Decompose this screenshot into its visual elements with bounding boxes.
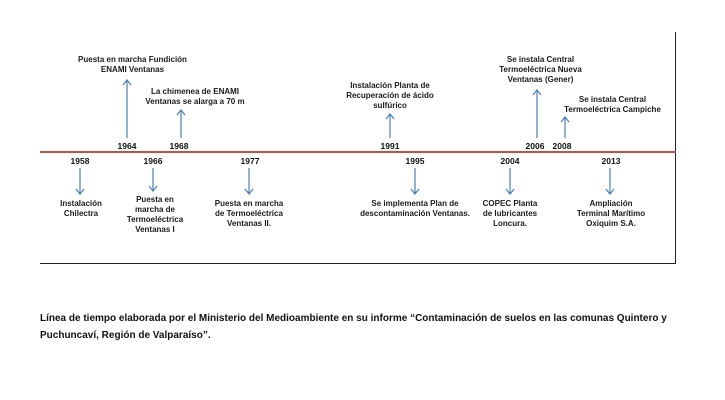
- event-label-2013: Ampliación Terminal Marítimo Oxiquim S.A.: [576, 199, 646, 228]
- event-label-1958: Instalación Chilectra: [60, 199, 102, 218]
- arrow-2004: [506, 168, 514, 194]
- arrow-1995: [411, 168, 419, 194]
- year-label-1966: 1966: [143, 156, 163, 166]
- event-label-1995: Se implementa Plan de descontaminación Ventanas.: [360, 199, 470, 218]
- year-label-1991: 1991: [380, 141, 400, 151]
- year-label-2013: 2013: [601, 156, 621, 166]
- arrow-1964: [123, 80, 131, 138]
- event-label-1966: Puesta en marcha de Termoeléctrica Ventanas I: [126, 195, 184, 234]
- event-label-1991: Instalación Planta de Recuperación de ácido sulfúrico: [346, 81, 434, 110]
- event-label-1977: Puesta en marcha de Termoeléctrica Ventanas II.: [214, 199, 284, 228]
- arrow-1968: [177, 110, 185, 138]
- year-label-1995: 1995: [405, 156, 425, 166]
- event-label-2006: Se instala Central Termoeléctrica Nueva Ventanas (Gener): [499, 55, 582, 84]
- event-label-2008: Se instala Central Termoeléctrica Campiche: [564, 95, 661, 114]
- year-label-1977: 1977: [240, 156, 260, 166]
- arrow-1991: [386, 114, 394, 138]
- arrow-1958: [76, 168, 84, 194]
- arrow-1977: [245, 168, 253, 194]
- year-label-1968: 1968: [169, 141, 189, 151]
- event-label-2004: COPEC Planta de lubricantes Loncura.: [482, 199, 538, 228]
- arrow-2013: [606, 168, 614, 194]
- arrow-1966: [149, 168, 157, 191]
- event-label-1968: La chimenea de ENAMI Ventanas se alarga a 70 m: [145, 87, 245, 106]
- year-label-1964: 1964: [117, 141, 137, 151]
- arrow-2006: [533, 90, 541, 138]
- figure-caption: Línea de tiempo elaborada por el Ministerio del Medioambiente en su informe “Contaminación de suelos en las comunas Quintero y Puchuncaví, Región de Valparaíso”.: [40, 313, 667, 341]
- year-label-2008: 2008: [552, 141, 572, 151]
- year-label-1958: 1958: [70, 156, 90, 166]
- arrow-2008: [561, 117, 569, 138]
- year-label-2004: 2004: [500, 156, 520, 166]
- event-label-1964: Puesta en marcha Fundición ENAMI Ventanas: [78, 55, 187, 74]
- year-label-2006: 2006: [525, 141, 545, 151]
